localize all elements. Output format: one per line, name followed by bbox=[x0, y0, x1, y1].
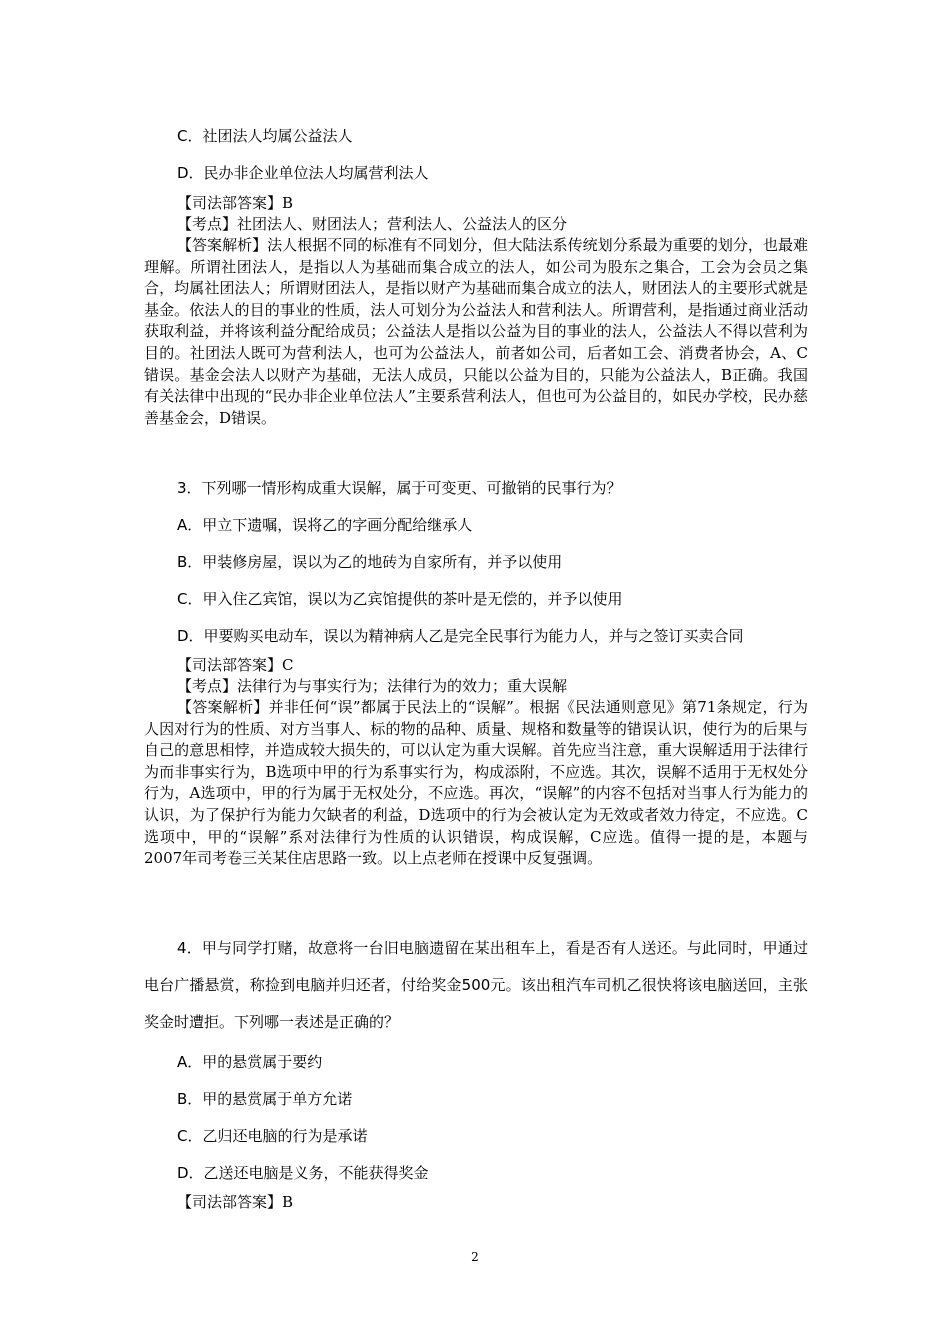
q3-answer: 【司法部答案】C bbox=[177, 656, 294, 674]
q4-question: 4．甲与同学打赌，故意将一台旧电脑遗留在某出租车上，看是否有人送还。与此同时，甲通过电台广播悬赏，称捡到电脑并归还者，付给奖金500元。该出租汽车司机乙很快将该电脑送回，主张奖金时遭拒。下列哪一表述是正确的？ bbox=[144, 939, 808, 1031]
q3-question: 3．下列哪一情形构成重大误解，属于可变更、可撤销的民事行为？ bbox=[177, 479, 622, 497]
q2-exam-point: 【考点】社团法人、财团法人；营利法人、公益法人的区分 bbox=[177, 215, 568, 233]
q4-option-d: D．乙送还电脑是义务，不能获得奖金 bbox=[177, 1164, 429, 1182]
q2-analysis: 【答案解析】法人根据不同的标准有不同划分，但大陆法系传统划分系最为重要的划分，也最难理解。所谓社团法人，是指以人为基础而集合成立的法人，如公司为股东之集合，工会为会员之集合，均属社团法人；所谓财团法人，是指以财产为基础而集合成立的法人，财团法人的主要形式就是基金。依法人的目的事业的性质，法人可划分为公益法人和营利法人。所谓营利，是指通过商业活动获取利益，并将该利益分配给成员；公益法人是指以公益为目的事业的法人，公益法人不得以营利为目的。社团法人既可为营利法人，也可为公益法人，前者如公司，后者如工会、消费者协会，A、C错误。基金会法人以财产为基础，无法人成员，只能以公益为目的，只能为公益法人，B正确。我国有关法律中出现的“民办非企业单位法人”主要系营利法人，但也可为公益目的，如民办学校，民办慈善基金会，D错误。 bbox=[144, 236, 808, 427]
q2-answer: 【司法部答案】B bbox=[177, 194, 294, 212]
q3-option-d: D．甲要购买电动车，误以为精神病人乙是完全民事行为能力人，并与之签订买卖合同 bbox=[177, 627, 744, 645]
page-number: 2 bbox=[471, 1250, 479, 1264]
q2-option-c: C．社团法人均属公益法人 bbox=[177, 127, 353, 145]
q4-option-c: C．乙归还电脑的行为是承诺 bbox=[177, 1127, 368, 1145]
q3-exam-point: 【考点】法律行为与事实行为；法律行为的效力；重大误解 bbox=[177, 677, 568, 695]
q4-option-b: B．甲的悬赏属于单方允诺 bbox=[177, 1090, 353, 1108]
q2-option-d: D．民办非企业单位法人均属营利法人 bbox=[177, 164, 429, 182]
q3-analysis: 【答案解析】并非任何“误”都属于民法上的“误解”。根据《民法通则意见》第71条规定，行为人因对行为的性质、对方当事人、标的物的品种、质量、规格和数量等的错误认识，使行为的后果与自己的意思相悖，并造成较大损失的，可以认定为重大误解。首先应当注意，重大误解适用于法律行为而非事实行为，B选项中甲的行为系事实行为，构成添附，不应选。其次，误解不适用于无权处分行为，A选项中，甲的行为属于无权处分，不应选。再次，“误解”的内容不包括对当事人行为能力的认识，为了保护行为能力欠缺者的利益，D选项中的行为会被认定为无效或者效力待定，不应选。C选项中，甲的“误解”系对法律行为性质的认识错误，构成误解，C应选。值得一提的是，本题与2007年司考卷三关某住店思路一致。以上点老师在授课中反复强调。 bbox=[144, 698, 808, 868]
q4-answer: 【司法部答案】B bbox=[177, 1193, 294, 1211]
q4-option-a: A．甲的悬赏属于要约 bbox=[177, 1053, 323, 1071]
q3-option-c: C．甲入住乙宾馆，误以为乙宾馆提供的茶叶是无偿的，并予以使用 bbox=[177, 590, 623, 608]
q3-option-b: B．甲装修房屋，误以为乙的地砖为自家所有，并予以使用 bbox=[177, 553, 563, 571]
q3-option-a: A．甲立下遗嘱，误将乙的字画分配给继承人 bbox=[177, 516, 473, 534]
